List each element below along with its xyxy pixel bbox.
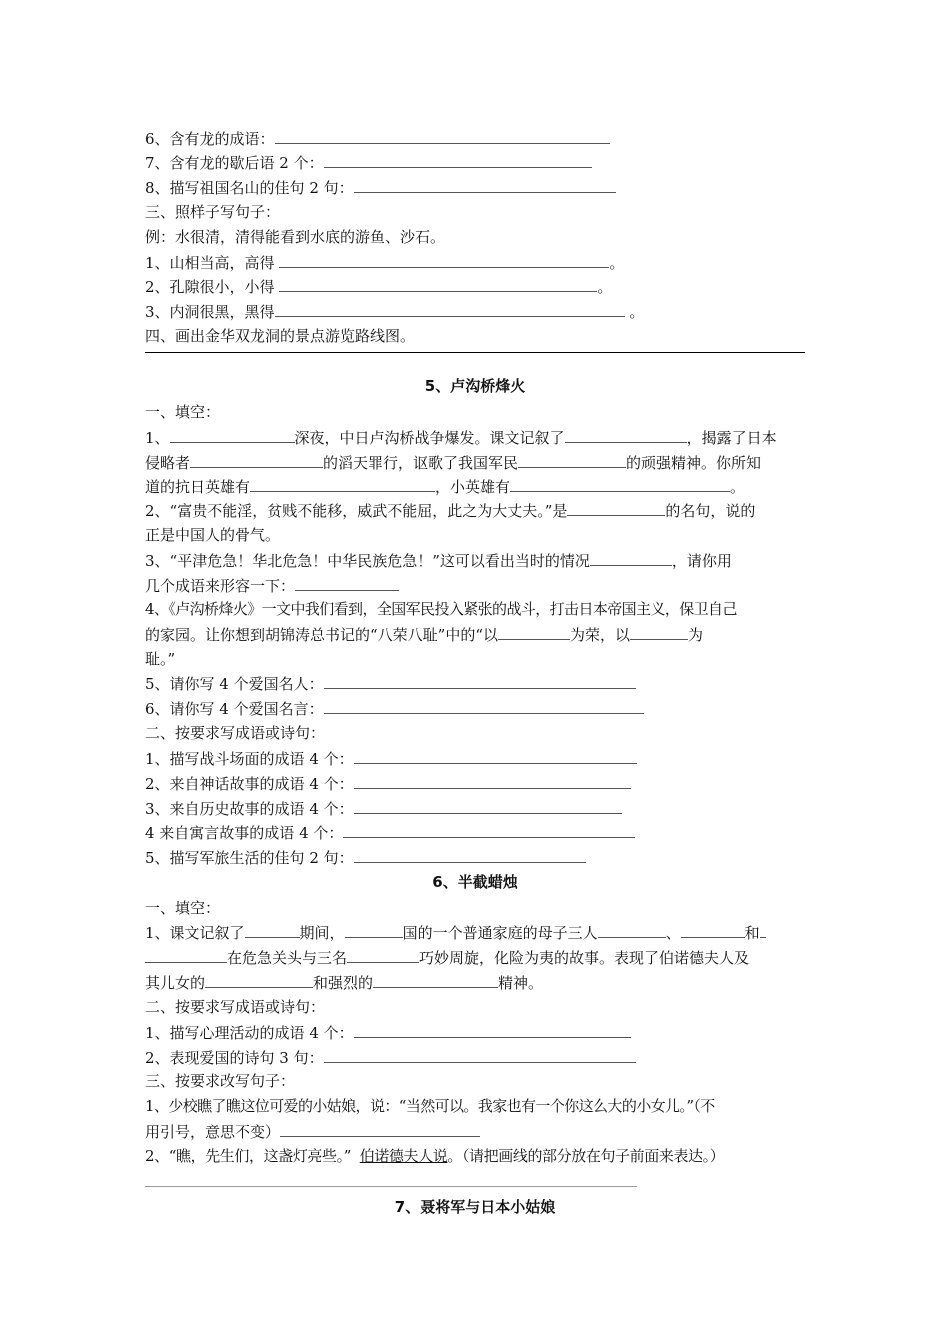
- answer-blank[interactable]: [345, 922, 403, 938]
- section-divider: [145, 352, 805, 353]
- q-idioms-mind: 1、描写心理活动的成语 4 个：: [145, 1022, 631, 1043]
- q-fill-3-cont: 几个成语来形容一下：: [145, 575, 399, 596]
- answer-blank[interactable]: [354, 847, 586, 863]
- q-fill-1-cont: 侵略者 的滔天罪行，讴歌了我国军民 的顽强精神。你所知: [145, 454, 762, 472]
- answer-blank[interactable]: [145, 947, 227, 963]
- q-patriotic-verses: 2、表现爱国的诗句 3 句：: [145, 1047, 636, 1068]
- section-heading: 一、填空：: [145, 403, 221, 421]
- answer-blank[interactable]: [324, 1047, 636, 1063]
- q-fill-3: 3、“平津危急！华北危急！中华民族危急！”这可以看出当时的情况 ，请你用: [145, 552, 732, 570]
- q-sentence-3: 3、内洞很黑，黑得 。: [145, 303, 645, 321]
- section-heading: 三、按要求改写句子：: [145, 1072, 296, 1090]
- q-idioms-myth: 2、来自神话故事的成语 4 个：: [145, 773, 631, 794]
- lesson-title: 5、卢沟桥烽火: [424, 377, 526, 395]
- answer-blank[interactable]: [190, 452, 323, 468]
- q-fill-1-cont: 道的抗日英雄有 ，小英雄有 。: [145, 478, 746, 496]
- q-sentence-2: 2、孔隙很小，小得 。: [145, 278, 613, 296]
- q-fill-1-cont: 其儿女的 和强烈的 精神。: [145, 974, 544, 992]
- answer-blank[interactable]: [565, 427, 687, 443]
- answer-blank[interactable]: [354, 177, 616, 193]
- section-heading: 四、画出金华双龙洞的景点游览路线图。: [145, 327, 416, 345]
- q-sentence-1: 1、山相当高，高得 。: [145, 254, 625, 272]
- answer-blank[interactable]: [354, 748, 637, 764]
- q-dragon-idioms: 6、含有龙的成语：: [145, 128, 610, 149]
- q-fill-1: 1、 深夜，中日卢沟桥战争爆发。课文记叙了 ，揭露了日本: [145, 429, 777, 447]
- example-sentence: 例：水很清，清得能看到水底的游鱼、沙石。: [145, 228, 446, 246]
- q-military-verses: 5、描写军旅生活的佳句 2 句：: [145, 847, 586, 868]
- answer-blank[interactable]: [324, 152, 592, 168]
- answer-blank[interactable]: [498, 624, 570, 640]
- answer-blank[interactable]: [279, 252, 609, 268]
- answer-blank[interactable]: [510, 476, 730, 492]
- q-idioms-history: 3、来自历史故事的成语 4 个：: [145, 798, 622, 819]
- answer-blank[interactable]: [250, 476, 435, 492]
- q-fill-4: 4、《卢沟桥烽火》一文中我们看到，全国军民投入紧张的战斗，打击日本帝国主义，保卫自己: [145, 600, 737, 618]
- q-fill-4-cont: 的家园。让你想到胡锦涛总书记的“八荣八耻”中的“以 为荣，以 为: [145, 626, 704, 644]
- answer-blank[interactable]: [347, 947, 419, 963]
- answer-blank[interactable]: [275, 128, 610, 144]
- answer-blank[interactable]: [760, 922, 766, 938]
- q-patriots: 5、请你写 4 个爱国名人：: [145, 673, 636, 694]
- answer-blank[interactable]: [354, 773, 631, 789]
- answer-blank[interactable]: [245, 922, 300, 938]
- answer-blank[interactable]: [598, 922, 666, 938]
- answer-blank[interactable]: [279, 276, 597, 292]
- q-rewrite-1-cont: 用引号，意思不变）: [145, 1121, 480, 1142]
- q-dragon-xiehouyu: 7、含有龙的歇后语 2 个：: [145, 152, 592, 173]
- q-rewrite-2-answer: [145, 1171, 637, 1192]
- section-heading: 二、按要求写成语或诗句：: [145, 724, 326, 742]
- q-fill-1: 1、课文记叙了 期间， 国的一个普通家庭的母子三人 、 和: [145, 922, 766, 943]
- q-rewrite-1: 1、少校瞧了瞧这位可爱的小姑娘，说：“当然可以。我家也有一个你这么大的小女儿。”（不: [145, 1097, 715, 1115]
- answer-blank[interactable]: [681, 922, 745, 938]
- q-patriotic-quotes: 6、请你写 4 个爱国名言：: [145, 698, 644, 719]
- answer-blank[interactable]: [324, 673, 636, 689]
- answer-blank[interactable]: [324, 698, 644, 714]
- answer-blank[interactable]: [343, 822, 635, 838]
- answer-blank[interactable]: [518, 452, 626, 468]
- section-heading: 三、照样子写句子：: [145, 203, 281, 221]
- answer-blank[interactable]: [275, 301, 625, 317]
- lesson-title: 6、半截蜡烛: [432, 873, 518, 891]
- lesson-title: 7、聂将军与日本小姑娘: [394, 1198, 556, 1216]
- answer-blank[interactable]: [590, 550, 672, 566]
- answer-blank[interactable]: [354, 1022, 631, 1038]
- section-heading: 二、按要求写成语或诗句：: [145, 998, 326, 1016]
- q-fill-1-cont: 在危急关头与三名 巧妙周旋，化险为夷的故事。表现了伯诺德夫人及: [145, 947, 749, 968]
- underlined-phrase: 伯诺德夫人说: [359, 1147, 448, 1165]
- q-fill-4-cont: 耻。”: [145, 650, 176, 668]
- q-fill-2: 2、“富贵不能淫，贫贱不能移，威武不能屈，此之为大丈夫。”是 的名句，说的: [145, 502, 756, 520]
- answer-blank[interactable]: [145, 1171, 637, 1187]
- answer-blank[interactable]: [567, 500, 665, 516]
- q-rewrite-2: 2、“瞧，先生们，这盏灯亮些。” 伯诺德夫人说。（请把画线的部分放在句子前面来表达。）: [145, 1147, 725, 1165]
- section-heading: 一、填空：: [145, 899, 221, 917]
- answer-blank[interactable]: [295, 575, 399, 591]
- answer-blank[interactable]: [205, 972, 313, 988]
- answer-blank[interactable]: [630, 624, 688, 640]
- q-fill-2-cont: 正是中国人的骨气。: [145, 526, 281, 544]
- answer-blank[interactable]: [280, 1121, 480, 1137]
- q-idioms-battle: 1、描写战斗场面的成语 4 个：: [145, 748, 637, 769]
- answer-blank[interactable]: [373, 972, 498, 988]
- answer-blank[interactable]: [354, 798, 622, 814]
- q-mountain-verses: 8、描写祖国名山的佳句 2 句：: [145, 177, 616, 198]
- answer-blank[interactable]: [170, 427, 295, 443]
- q-idioms-fable: 4 来自寓言故事的成语 4 个：: [145, 822, 635, 843]
